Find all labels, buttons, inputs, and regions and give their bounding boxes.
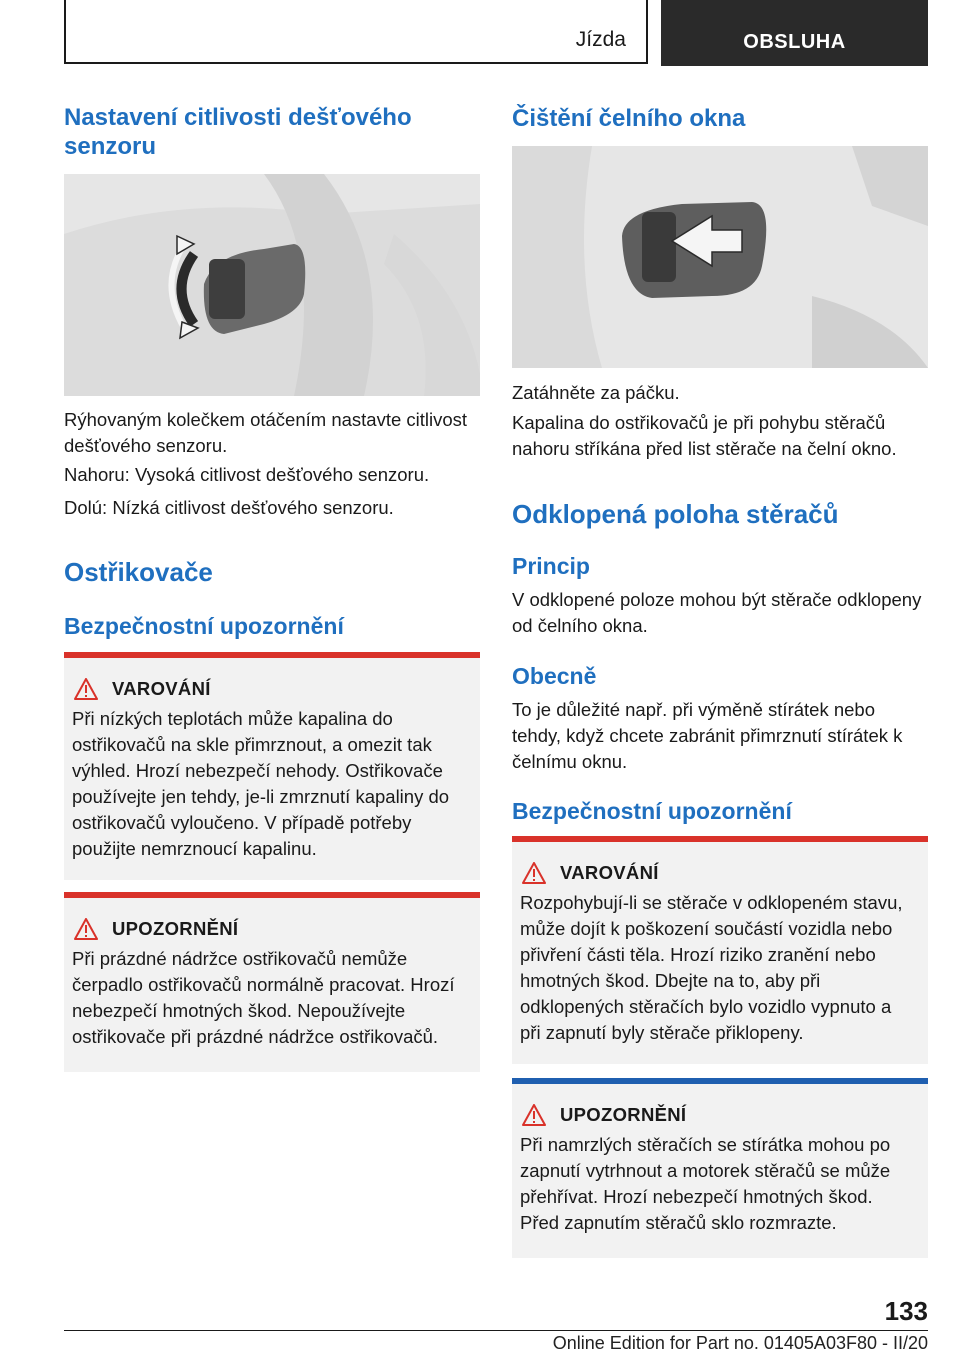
general-text: To je důležité např. při výměně stírátek nebo tehdy, když chcete zabránit přimrznutí stírátek k čelnímu oknu. (512, 699, 903, 772)
warning-box-right (512, 836, 928, 1064)
warning-icon (522, 862, 546, 884)
rain-paragraph-3: Dolú: Nízká citlivost dešťového senzoru. (64, 497, 394, 518)
warning-title: VAROVÁNÍ (560, 862, 659, 883)
clean-paragraph-2: Kapalina do ostřikovačů je při pohybu stěračů nahoru stříkána před list stěrače na čelní okno. (512, 412, 897, 459)
wash-lever-illustration (512, 146, 928, 368)
principle-text: V odklopené poloze mohou být stěrače odklopeny od čelního okna. (512, 589, 922, 636)
notice-title: UPOZORNĚNÍ (112, 918, 239, 939)
heading-washers: Ostřikovače (64, 557, 213, 587)
warning-text: Rozpohybují-li se stěrače v odklopeném stavu, může dojít k poškození součástí vozidla nebo přivření části těla. Hrozí riziko zranění nebo hmotných škod. Dbejte na to, aby při odklopených stěračích bylo vozidlo vypnuto a při zapnutí byly stěrače přiklopeny. (520, 892, 903, 1043)
heading-clean-windshield: Čištění čelního okna (512, 105, 746, 132)
heading-rain-sensor: Nastavení citlivosti dešťového senzoru (64, 104, 412, 160)
page-number: 133 (884, 1296, 928, 1326)
notice-box-right (512, 1078, 928, 1258)
clean-paragraph-1: Zatáhněte za páčku. (512, 382, 680, 403)
notice-text: Při namrzlých stěračích se stírátka mohou po zapnutí vytrhnout a motorek stěračů se může přehřívat. Hrozí nebezpečí hmotných škod. Před zapnutím stěračů sklo rozmrazte. (520, 1134, 891, 1233)
rain-paragraph-1: Rýhovaným kolečkem otáčením nastavte citlivost dešťového senzoru. (64, 409, 468, 456)
edition-note: Online Edition for Part no. 01405A03F80 - II/20 (552, 1333, 928, 1353)
notice-text: Při prázdné nádržce ostřikovačů nemůže čerpadlo ostřikovačů normálně pracovat. Hrozí nebezpečí hmotných škod. Nepoužívejte ostřikovače při prázdné nádržce ostřikovačů. (72, 948, 455, 1047)
warning-bar (64, 652, 480, 658)
warning-icon (522, 1104, 546, 1126)
warning-box-left (64, 652, 480, 880)
section-tab (64, 0, 648, 64)
page-header (64, 0, 928, 66)
rain-sensor-wheel-image (64, 174, 480, 396)
heading-principle: Princip (512, 553, 590, 579)
windshield-wash-image (512, 146, 928, 368)
rain-sensor-illustration (64, 174, 480, 396)
notice-box-left (64, 892, 480, 1072)
notice-bar (512, 1078, 928, 1084)
notice-bar (64, 892, 480, 898)
notice-title: UPOZORNĚNÍ (560, 1104, 687, 1125)
heading-general: Obecně (512, 663, 597, 689)
footer-divider (64, 1330, 928, 1331)
warning-title: VAROVÁNÍ (112, 678, 211, 699)
rain-paragraph-2: Nahoru: Vysoká citlivost dešťového senzoru. (64, 464, 430, 485)
heading-folded-position: Odklopená poloha stěračů (512, 499, 839, 529)
warning-icon (74, 918, 98, 940)
chapter-tab: OBSLUHA (661, 0, 928, 66)
warning-text: Při nízkých teplotách může kapalina do ostřikovačů na skle přimrznout, a omezit tak výhled. Hrozí nebezpečí nehody. Ostřikovače používejte jen tehdy, je-li zmrznutí kapaliny do ostřikovačů vyloučeno. V případě potřeby použijte nemrznoucí kapalinu. (72, 708, 450, 859)
heading-safety-left: Bezpečnostní upozornění (64, 613, 344, 639)
section-title: Jízda (575, 28, 626, 51)
heading-safety-right: Bezpečnostní upozornění (512, 798, 792, 824)
warning-bar (512, 836, 928, 842)
warning-icon (74, 678, 98, 700)
